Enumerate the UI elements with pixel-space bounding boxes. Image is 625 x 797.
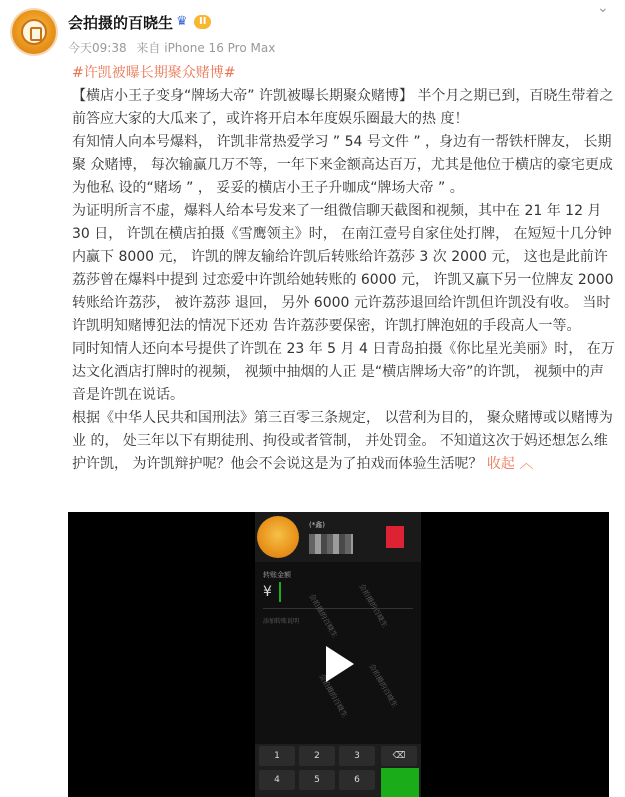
key: 2 [299,746,335,766]
vip-level: II [194,15,211,29]
mosaic-blur [309,534,353,554]
paragraph-3: 为证明所言不虚，爆料人给本号发来了一组微信聊天截图和视频，其中在 21 年 12 月 30 日， 许凯在横店拍摄《雪鹰领主》时， 在南江壹号自家住处打牌， 在短短十几分钟内赢下 8000 元， 许凯的牌友输给许凯后转账给许荔莎 3 次 2000 元， 这也是此前许荔莎曾在爆料中提到 过恋爱中许凯给她转账的 6000 元， 许凯又赢下另一位牌友 2000 转账给许荔莎， 被许荔莎 退回， 另外 6000 元许荔莎退回给许凯但许凯没有收。 当时许凯明知赌博犯法的情况下还劝 告许荔莎要保密，许凯打牌泡妞的手段高人一等。 [72,203,614,334]
watermark-text: 会拍摄的百晓生 [367,662,399,709]
phone-tag: (*鑫) [309,521,325,529]
video-player[interactable] [68,512,609,797]
paragraph-5: 根据《中华人民共和国刑法》第三百零三条规定， 以营利为目的， 聚众赌博或以赌博为业 的， 处三年以下有期徒刑、拘役或者管制， 并处罚金。 不知道这次于妈还想怎么维护许凯， 为许凯辩护呢？他会不会说这是为了拍戏而体验生活呢？ [72,410,613,472]
avatar[interactable] [12,10,56,54]
play-icon[interactable] [318,644,358,684]
paragraph-2: 有知情人向本号爆料， 许凯非常热爱学习 ” 54 号文件 ” ，身边有一帮铁杆牌友， 长期聚 众赌博， 每次输赢几万不等，一年下来金额高达百万，尤其是他位于横店的豪宅更成为他私 设的“赌场 ” ， 妥妥的横店小王子升咖成“牌场大帝 ” 。 [72,134,613,196]
watermark-text: 会拍摄的百晓生 [317,672,349,719]
yen-symbol: ¥ [263,584,272,600]
post-time: 今天09:38 [68,41,127,55]
chevron-down-icon[interactable]: ⌄ [597,0,609,16]
avatar-logo-icon [21,19,47,45]
transfer-amount-label: 转账金额 [263,571,291,579]
crown-icon: ♛ [176,14,188,29]
confirm-key [381,768,419,797]
collapse-button[interactable] [487,456,533,472]
paragraph-1: 【横店小王子变身“牌场大帝” 许凯被曝长期聚众赌博】 半个月之期已到，百晓生带着之前答应大家的大瓜来了，或许将开启本年度娱乐圈最大的热 度！ [72,88,614,127]
post-header [0,0,625,60]
collapse-label: 收起 [486,456,515,472]
username[interactable]: 会拍摄的百晓生 [68,14,174,32]
post-source: 来自 iPhone 16 Pro Max [136,41,276,55]
key: 1 [259,746,295,766]
key: 5 [299,770,335,790]
paragraph-4: 同时知情人还向本号提供了许凯在 23 年 5 月 4 日青岛拍摄《你比星光美丽》时， 在万达文化酒店打牌时的视频， 视频中抽烟的人正 是“横店牌场大帝”的许凯， 视频中的声音是许凯在说话。 [72,341,615,403]
transfer-note-hint: 添加转账说明 [263,618,300,625]
vip-badge[interactable] [176,14,211,30]
keypad [255,744,421,797]
key: 6 [339,770,375,790]
red-badge-icon [386,526,404,548]
play-icon-svg [318,644,358,684]
watermark-text: 会拍摄的百晓生 [307,592,339,639]
hashtag-link[interactable]: #许凯被曝长期聚众赌博# [72,65,236,81]
input-cursor [279,582,281,602]
divider [263,608,413,609]
watermark-logo-icon [257,516,299,558]
key: 4 [259,770,295,790]
post-content [72,62,617,476]
key: 3 [339,746,375,766]
chevron-up-icon: ︿ [514,456,534,472]
key: ⌫ [381,746,417,766]
post-meta [68,39,281,56]
watermark-text: 会拍摄的百晓生 [357,582,389,629]
